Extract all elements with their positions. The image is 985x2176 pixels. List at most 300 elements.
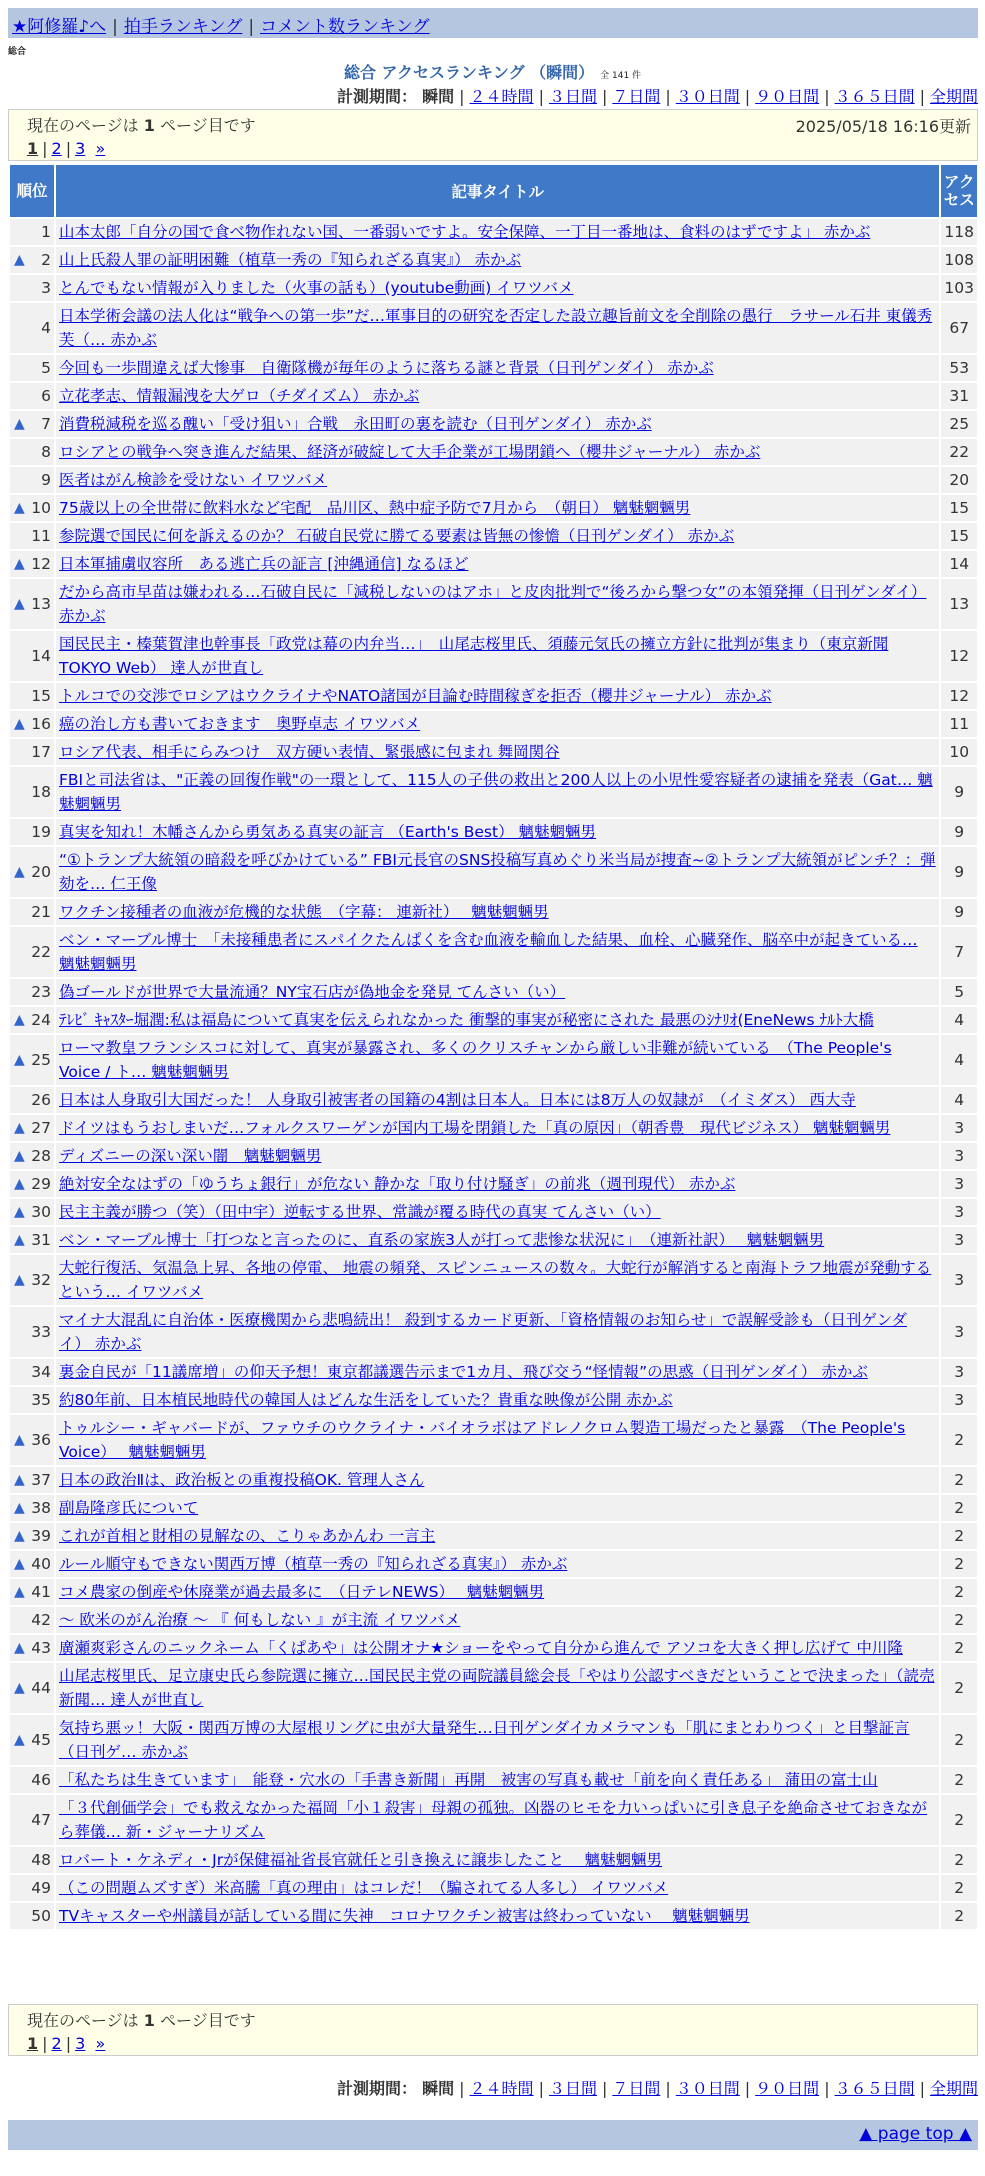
article-link[interactable]: 癌の治し方も書いておきます 奥野卓志 イワツバメ [59, 715, 421, 733]
access-count: 2 [941, 1467, 977, 1493]
title-cell [56, 899, 939, 925]
title-cell [56, 1875, 939, 1901]
article-link[interactable]: とんでもない情報が入りました（火事の話も）(youtube動画) イワツバメ [59, 279, 574, 297]
rank-number: 4 [41, 319, 51, 337]
rank-number: 18 [31, 783, 51, 801]
article-link[interactable]: ロシアとの戦争へ突き進んだ結果、経済が破綻して大手企業が工場閉鎖へ（櫻井ジャーナル） 赤かぶ [59, 443, 761, 461]
rank-number: 8 [41, 443, 51, 461]
rank-up-icon: ▲ [14, 1556, 25, 1572]
table-row [10, 247, 977, 273]
period-current: 瞬間 [422, 87, 455, 106]
current-page-prefix: 現在のページは [27, 116, 139, 135]
rank-cell [10, 1171, 54, 1197]
article-link[interactable]: 山本太郎「自分の国で食べ物作れない国、一番弱いですよ。安全保障、一丁目一番地は、食料のはずですよ」 赤かぶ [59, 223, 871, 241]
rank-cell [10, 1715, 54, 1765]
table-row [10, 383, 977, 409]
rank-number: 36 [31, 1431, 51, 1449]
access-count: 3 [941, 1255, 977, 1305]
rank-number: 28 [31, 1147, 51, 1165]
rank-cell [10, 711, 54, 737]
period-link-24h[interactable]: ２４時間 [469, 87, 534, 106]
title-cell [56, 631, 939, 681]
page-top-link[interactable]: ▲ page top ▲ [859, 2124, 972, 2144]
access-count: 3 [941, 1387, 977, 1413]
article-link[interactable]: トゥルシー・ギャバードが、ファウチのウクライナ・バイオラボはアドレノクロム製造工場だったと暴露 （The People's Voice） 魑魅魍魎男 [59, 1419, 906, 1461]
title-cell [56, 1415, 939, 1465]
access-count: 2 [941, 1495, 977, 1521]
access-count: 3 [941, 1171, 977, 1197]
access-count: 10 [941, 739, 977, 765]
article-link[interactable]: “①トランプ大統領の暗殺を呼びかけている” FBI元長官のSNS投稿写真めぐり米当局が捜査~②トランプ大統領がピンチ？：弾劾を… 仁王像 [59, 851, 936, 893]
access-count: 2 [941, 1579, 977, 1605]
rank-up-icon: ▲ [14, 1052, 25, 1068]
access-count: 15 [941, 523, 977, 549]
article-link[interactable]: マイナ大混乱に自治体・医療機関から悲鳴続出！ 殺到するカード更新、「資格情報のお知らせ」で誤解受診も（日刊ゲンダイ） 赤かぶ [59, 1311, 907, 1353]
period-label: 計測期間： [337, 87, 418, 106]
period-link-3d[interactable]: ３日間 [548, 87, 597, 106]
access-count: 53 [941, 355, 977, 381]
rank-cell [10, 1579, 54, 1605]
rank-cell [10, 523, 54, 549]
access-count: 15 [941, 495, 977, 521]
access-count: 103 [941, 275, 977, 301]
table-row [10, 1663, 977, 1713]
title-cell [56, 927, 939, 977]
table-row [10, 1903, 977, 1929]
rank-number: 21 [31, 903, 51, 921]
updated-timestamp: 2025/05/18 16:16更新 [795, 117, 971, 136]
rank-cell [10, 899, 54, 925]
access-count: 2 [941, 1663, 977, 1713]
table-row [10, 1607, 977, 1633]
title-cell [56, 303, 939, 353]
header-count: アクセス [941, 165, 977, 217]
rank-cell [10, 819, 54, 845]
table-row [10, 979, 977, 1005]
rank-number: 42 [31, 1611, 51, 1629]
access-count: 22 [941, 439, 977, 465]
title-cell [56, 1847, 939, 1873]
article-link[interactable]: 気持ち悪ッ！大阪・関西万博の大屋根リングに虫が大量発生…日刊ゲンダイカメラマンも「肌にまとわりつく」と目撃証言（日刊ゲ… 赤かぶ [59, 1719, 910, 1761]
access-count: 9 [941, 819, 977, 845]
table-row [10, 899, 977, 925]
title-cell [56, 1359, 939, 1385]
article-link[interactable]: （この問題ムズすぎ）米高騰「真の理由」はコレだ！（騙されてる人多し） イワツバメ [59, 1879, 669, 1897]
pager-page-1: 1 [27, 139, 39, 158]
rank-cell [10, 1551, 54, 1577]
article-link[interactable]: 民主主義が勝つ（笑）（田中宇）逆転する世界、常識が覆る時代の真実 てんさい（い） [59, 1203, 661, 1221]
access-count: 9 [941, 899, 977, 925]
title-cell [56, 219, 939, 245]
title-cell [56, 1115, 939, 1141]
period-link-3d[interactable]: ３日間 [548, 2079, 597, 2098]
table-row [10, 1795, 977, 1845]
article-link[interactable]: コメ農家の倒産や休廃業が過去最多に （日テレNEWS） 魑魅魍魎男 [59, 1583, 545, 1601]
access-count: 4 [941, 1035, 977, 1085]
total-count: 全 141 件 [600, 71, 642, 81]
rank-cell [10, 1115, 54, 1141]
article-link[interactable]: だから高市早苗は嫌われる…石破自民に「減税しないのはアホ」と皮肉批判で“後ろから撃つ女”の本領発揮（日刊ゲンダイ） 赤かぶ [59, 583, 927, 625]
rank-number: 46 [31, 1771, 51, 1789]
rank-cell [10, 683, 54, 709]
article-link[interactable]: 真実を知れ！木幡さんから勇気ある真実の証言 （Earth's Best） 魑魅魍魎男 [59, 823, 597, 841]
rank-cell [10, 219, 54, 245]
rank-cell [10, 1495, 54, 1521]
access-count: 2 [941, 1635, 977, 1661]
title-cell [56, 275, 939, 301]
article-link[interactable]: ワクチン接種者の血液が危機的な状態 （字幕： 連新社） 魑魅魍魎男 [59, 903, 549, 921]
access-count: 2 [941, 1415, 977, 1465]
table-row [10, 219, 977, 245]
rank-cell [10, 1875, 54, 1901]
period-separator: | [459, 2079, 465, 2098]
table-row [10, 631, 977, 681]
table-row [10, 1715, 977, 1765]
table-row [10, 927, 977, 977]
access-count: 2 [941, 1551, 977, 1577]
table-row [10, 523, 977, 549]
title-cell [56, 523, 939, 549]
table-header-row [10, 165, 977, 217]
table-row [10, 1087, 977, 1113]
table-row [10, 1415, 977, 1465]
table-row [10, 1635, 977, 1661]
article-link[interactable]: 山尾志桜里氏、足立康史氏ら参院選に擁立…国民民主党の両院議員総会長「やはり公認すべきだということで決まった」（読売新聞… 達人が世直し [59, 1667, 935, 1709]
pager-page-2[interactable]: 2 [51, 139, 62, 158]
period-separator: | [744, 2079, 751, 2098]
period-separator: | [919, 87, 925, 106]
period-label: 計測期間： [337, 2079, 418, 2098]
rank-number: 38 [31, 1499, 51, 1517]
pager-page-2[interactable]: 2 [51, 2034, 62, 2053]
access-count: 3 [941, 1227, 977, 1253]
article-link[interactable]: 日本軍捕虜収容所 ある逃亡兵の証言 [沖縄通信] なるほど [59, 555, 469, 573]
article-link[interactable]: 偽ゴールドが世界で大量流通？NY宝石店が偽地金を発見 てんさい（い） [59, 983, 566, 1001]
article-link[interactable]: ロバート・ケネディ・Jrが保健福祉省長官就任と引き換えに譲歩したこと 魑魅魍魎男 [59, 1851, 663, 1869]
rank-up-icon: ▲ [14, 416, 25, 432]
period-link-365d[interactable]: ３６５日間 [834, 87, 915, 106]
article-link[interactable]: これが首相と財相の見解なの、こりゃあかんわ 一言主 [59, 1527, 436, 1545]
article-link[interactable]: ディズニーの深い深い闇 魑魅魍魎男 [59, 1147, 322, 1165]
title-cell [56, 1795, 939, 1845]
table-row [10, 1199, 977, 1225]
rank-number: 12 [31, 555, 51, 573]
rank-number: 24 [31, 1011, 51, 1029]
rank-number: 37 [31, 1471, 51, 1489]
rank-number: 50 [31, 1907, 51, 1925]
rank-number: 41 [31, 1583, 51, 1601]
article-link[interactable]: ロシア代表、相手にらみつけ 双方硬い表情、緊張感に包まれ 舞岡関谷 [59, 743, 560, 761]
table-row [10, 683, 977, 709]
pager-separator: | [65, 2034, 72, 2053]
article-link[interactable]: 日本は人身取引大国だった！ 人身取引被害者の国籍の4割は日本人。日本には8万人の奴隷が （イミダス） 西大寺 [59, 1091, 856, 1109]
table-row [10, 1847, 977, 1873]
rank-cell [10, 383, 54, 409]
rank-cell [10, 927, 54, 977]
access-count: 3 [941, 1199, 977, 1225]
nav-separator: | [248, 17, 255, 37]
table-row [10, 1359, 977, 1385]
rank-cell [10, 847, 54, 897]
table-row [10, 1035, 977, 1085]
title-cell [56, 1579, 939, 1605]
rank-cell [10, 247, 54, 273]
access-count: 12 [941, 683, 977, 709]
title-cell [56, 1523, 939, 1549]
article-link[interactable]: TVキャスターや州議員が話している間に失神 コロナワクチン被害は終わっていない 魑魅魍魎男 [59, 1907, 750, 1925]
period-selector-bottom [337, 2076, 978, 2099]
rank-up-icon: ▲ [14, 1204, 25, 1220]
title-cell [56, 495, 939, 521]
table-row [10, 1579, 977, 1605]
pager-bottom [27, 2034, 959, 2053]
current-page-suffix: ページ目です [160, 2011, 256, 2030]
period-link-24h[interactable]: ２４時間 [469, 2079, 534, 2098]
article-link[interactable]: 約80年前、日本植民地時代の韓国人はどんな生活をしていた？貴重な映像が公開 赤かぶ [59, 1391, 673, 1409]
period-separator: | [538, 87, 544, 106]
article-link[interactable]: 山上氏殺人罪の証明困難（植草一秀の『知られざる真実』） 赤かぶ [59, 251, 522, 269]
table-row [10, 711, 977, 737]
access-count: 4 [941, 1087, 977, 1113]
title-cell [56, 247, 939, 273]
rank-cell [10, 1635, 54, 1661]
rank-cell [10, 467, 54, 493]
article-link[interactable]: 副島隆彦氏について [59, 1499, 199, 1517]
article-link[interactable]: 絶対安全なはずの「ゆうちょ銀行」が危ない 静かな「取り付け騒ぎ」の前兆（週刊現代） 赤かぶ [59, 1175, 736, 1193]
rank-cell [10, 1607, 54, 1633]
table-row [10, 411, 977, 437]
comment-ranking-link[interactable]: コメント数ランキング [260, 17, 430, 37]
current-page-number: 1 [143, 116, 155, 135]
article-link[interactable]: ～ 欧米のがん治療 ～ 『 何もしない 』が主流 イワツバメ [59, 1611, 461, 1629]
rank-number: 22 [31, 943, 51, 961]
access-count: 12 [941, 631, 977, 681]
rank-up-icon: ▲ [14, 252, 25, 268]
pager-next[interactable]: » [95, 139, 106, 158]
rank-up-icon: ▲ [14, 1272, 25, 1288]
access-count: 108 [941, 247, 977, 273]
rank-number: 11 [31, 527, 51, 545]
rank-number: 29 [31, 1175, 51, 1193]
pager-page-3[interactable]: 3 [75, 139, 86, 158]
rank-cell [10, 1359, 54, 1385]
article-link[interactable]: 医者はがん検診を受けない イワツバメ [59, 471, 328, 489]
rank-number: 19 [31, 823, 51, 841]
table-row [10, 467, 977, 493]
article-link[interactable]: ベン・マーブル博士「打つなと言ったのに、直系の家族3人が打って悲惨な状況に」 （連新社訳） 魑魅魍魎男 [59, 1231, 825, 1249]
title-cell [56, 1007, 939, 1033]
rank-number: 9 [41, 471, 51, 489]
article-link[interactable]: 消費税減税を巡る醜い「受け狙い」合戦 永田町の裏を読む（日刊ゲンダイ） 赤かぶ [59, 415, 652, 433]
article-link[interactable]: 国民民主・榛葉賀津也幹事長「政党は幕の内弁当…」 山尾志桜里氏、須藤元気氏の擁立方針に批判が集まり（東京新聞 TOKYO Web） 達人が世直し [59, 635, 889, 677]
period-link-7d[interactable]: ７日間 [612, 87, 661, 106]
rank-cell [10, 1903, 54, 1929]
nav-separator: | [112, 17, 118, 37]
period-link-all[interactable]: 全期間 [929, 87, 978, 106]
applause-ranking-link[interactable]: 拍手ランキング [123, 17, 243, 37]
table-row [10, 1523, 977, 1549]
period-link-90d[interactable]: ９０日間 [755, 87, 820, 106]
table-row [10, 767, 977, 817]
rank-number: 47 [31, 1811, 51, 1829]
rank-cell [10, 275, 54, 301]
table-row [10, 1767, 977, 1793]
table-row [10, 1115, 977, 1141]
rank-up-icon: ▲ [14, 1012, 25, 1028]
article-link[interactable]: 今回も一歩間違えば大惨事 自衛隊機が毎年のように落ちる謎と背景（日刊ゲンダイ） 赤かぶ [59, 359, 714, 377]
period-separator: | [824, 87, 830, 106]
period-link-90d[interactable]: ９０日間 [755, 2079, 820, 2098]
article-link[interactable]: ベン・マーブル博士 「未接種患者にスパイクたんぱくを含む血液を輸血した結果、血栓、心臓発作、脳卒中が起きている… 魑魅魍魎男 [59, 931, 918, 973]
rank-number: 34 [31, 1363, 51, 1381]
rank-up-icon: ▲ [14, 596, 25, 612]
rank-number: 20 [31, 863, 51, 881]
pager-top [27, 139, 959, 158]
article-link[interactable]: ﾃﾚﾋﾞ ｷｬｽﾀｰ堀潤:私は福島について真実を伝えられなかった 衝撃的事実が秘密にされた 最悪のｼﾅﾘｵ(EneNews ﾅﾙﾄ大橋 [59, 1011, 874, 1029]
period-separator: | [665, 87, 671, 106]
article-link[interactable]: ルール順守もできない関西万博（植草一秀の『知られざる真実』） 赤かぶ [59, 1555, 568, 1573]
period-link-all[interactable]: 全期間 [929, 2079, 978, 2098]
period-link-30d[interactable]: ３０日間 [675, 2079, 740, 2098]
rank-up-icon: ▲ [14, 1500, 25, 1516]
title-cell [56, 1467, 939, 1493]
title-cell [56, 979, 939, 1005]
rank-cell [10, 979, 54, 1005]
rank-number: 5 [41, 359, 51, 377]
rank-number: 23 [31, 983, 51, 1001]
access-count: 2 [941, 1607, 977, 1633]
rank-number: 10 [31, 499, 51, 517]
rank-number: 31 [31, 1231, 51, 1249]
title-cell [56, 467, 939, 493]
rank-number: 40 [31, 1555, 51, 1573]
period-link-30d[interactable]: ３０日間 [675, 87, 740, 106]
header-rank: 順位 [10, 165, 54, 217]
rank-cell [10, 1767, 54, 1793]
rank-number: 17 [31, 743, 51, 761]
rank-cell [10, 1007, 54, 1033]
rank-number: 3 [41, 279, 51, 297]
rank-cell [10, 1255, 54, 1305]
period-separator: | [744, 87, 751, 106]
article-link[interactable]: 75歳以上の全世帯に飲料水など宅配 品川区、熱中症予防で7月から （朝日） 魑魅魍魎男 [59, 499, 691, 517]
title-cell [56, 1199, 939, 1225]
rank-cell [10, 1663, 54, 1713]
rank-cell [10, 355, 54, 381]
ranking-table [8, 163, 979, 1931]
access-count: 2 [941, 1715, 977, 1765]
pager-separator: | [42, 139, 48, 158]
rank-up-icon: ▲ [14, 1232, 25, 1248]
rank-cell [10, 1415, 54, 1465]
title-cell [56, 1255, 939, 1305]
article-link[interactable]: ドイツはもうおしまいだ…フォルクスワーゲンが国内工場を閉鎖した「真の原因」（朝香豊 現代ビジネス） 魑魅魍魎男 [59, 1119, 891, 1137]
rank-up-icon: ▲ [14, 500, 25, 516]
title-cell [56, 767, 939, 817]
article-link[interactable]: 廣瀬爽彩さんのニックネーム「くぱあや」は公開オナ★ショーをやって自分から進んで アソコを大きく押し広げて 中川隆 [59, 1639, 903, 1657]
title-cell [56, 383, 939, 409]
table-row [10, 1143, 977, 1169]
article-link[interactable]: 大蛇行復活、気温急上昇、各地の停電、 地震の頻発、スピンニュースの数々。大蛇行が解消すると南海トラフ地震が発動するという… イワツバメ [59, 1259, 932, 1301]
title-cell [56, 683, 939, 709]
period-separator: | [665, 2079, 671, 2098]
access-count: 2 [941, 1903, 977, 1929]
article-link[interactable]: 参院選で国民に何を訴えるのか？ 石破自民党に勝てる要素は皆無の惨憺（日刊ゲンダイ） 赤かぶ [59, 527, 735, 545]
rank-cell [10, 631, 54, 681]
access-count: 2 [941, 1847, 977, 1873]
rank-cell [10, 1199, 54, 1225]
article-link[interactable]: 立花孝志、情報漏洩を大ゲロ（チダイズム） 赤かぶ [59, 387, 420, 405]
rank-number: 49 [31, 1879, 51, 1897]
title-cell [56, 1607, 939, 1633]
current-page-text [27, 2008, 959, 2031]
rank-cell [10, 1227, 54, 1253]
access-count: 9 [941, 847, 977, 897]
table-row [10, 1387, 977, 1413]
article-link[interactable]: FBIと司法省は、"正義の回復作戦"の一環として、115人の子供の救出と200人以上の小児性愛容疑者の逮捕を発表（Gat… 魑魅魍魎男 [59, 771, 933, 813]
table-row [10, 495, 977, 521]
rank-up-icon: ▲ [14, 864, 25, 880]
rank-number: 6 [41, 387, 51, 405]
article-link[interactable]: 「私たちは生きています」 能登・穴水の「手書き新聞」再開 被害の写真も載せ「前を向く責任ある」 蒲田の富士山 [59, 1771, 878, 1789]
table-row [10, 355, 977, 381]
rank-cell [10, 1795, 54, 1845]
title-cell [56, 1143, 939, 1169]
pager-next[interactable]: » [95, 2034, 106, 2053]
rank-up-icon: ▲ [14, 1640, 25, 1656]
table-row [10, 551, 977, 577]
article-link[interactable]: 日本学術会議の法人化は“戦争への第一歩”だ…軍事目的の研究を否定した設立趣旨前文を全削除の愚行 ラサール石井 東儀秀芙（… 赤かぶ [59, 307, 933, 349]
article-link[interactable]: トルコでの交渉でロシアはウクライナやNATO諸国が目論む時間稼ぎを拒否（櫻井ジャーナル） 赤かぶ [59, 687, 772, 705]
title-cell [56, 819, 939, 845]
period-link-365d[interactable]: ３６５日間 [834, 2079, 915, 2098]
home-link[interactable]: ★阿修羅♪へ [12, 17, 107, 37]
table-row [10, 819, 977, 845]
title-cell [56, 1903, 939, 1929]
rank-number: 2 [41, 251, 51, 269]
rank-cell [10, 495, 54, 521]
rank-up-icon: ▲ [14, 1432, 25, 1448]
period-link-7d[interactable]: ７日間 [612, 2079, 661, 2098]
rank-up-icon: ▲ [14, 1528, 25, 1544]
access-count: 118 [941, 219, 977, 245]
rank-number: 30 [31, 1203, 51, 1221]
title-cell [56, 411, 939, 437]
table-row [10, 1227, 977, 1253]
table-row [10, 1551, 977, 1577]
title-cell [56, 1387, 939, 1413]
title-cell [56, 1035, 939, 1085]
table-row [10, 303, 977, 353]
pager-page-3[interactable]: 3 [75, 2034, 86, 2053]
article-link[interactable]: 「３代創価学会」でも救えなかった福岡「小１殺害」母親の孤独。凶器のヒモを力いっぱいに引き息子を絶命させておきながら葬儀… 新・ジャーナリズム [59, 1799, 928, 1841]
article-link[interactable]: 裏金自民が「11議席増」の仰天予想！東京都議選告示まで1カ月、飛び交う“怪情報”の思惑（日刊ゲンダイ） 赤かぶ [59, 1363, 868, 1381]
article-link[interactable]: ローマ教皇フランシスコに対して、真実が暴露され、多くのクリスチャンから厳しい非難が続いている （The People's Voice / ト… 魑魅魍魎男 [59, 1039, 892, 1081]
rank-number: 26 [31, 1091, 51, 1109]
title-cell [56, 1715, 939, 1765]
rank-number: 48 [31, 1851, 51, 1869]
rank-cell [10, 739, 54, 765]
table-row [10, 1495, 977, 1521]
access-count: 2 [941, 1523, 977, 1549]
top-nav-bar [8, 8, 978, 38]
title-cell [56, 439, 939, 465]
pager-separator: | [65, 139, 72, 158]
table-row [10, 1255, 977, 1305]
article-link[interactable]: 日本の政治Ⅱは、政治板との重複投稿OK. 管理人さん [59, 1471, 425, 1489]
rank-up-icon: ▲ [14, 556, 25, 572]
period-separator: | [601, 2079, 608, 2098]
